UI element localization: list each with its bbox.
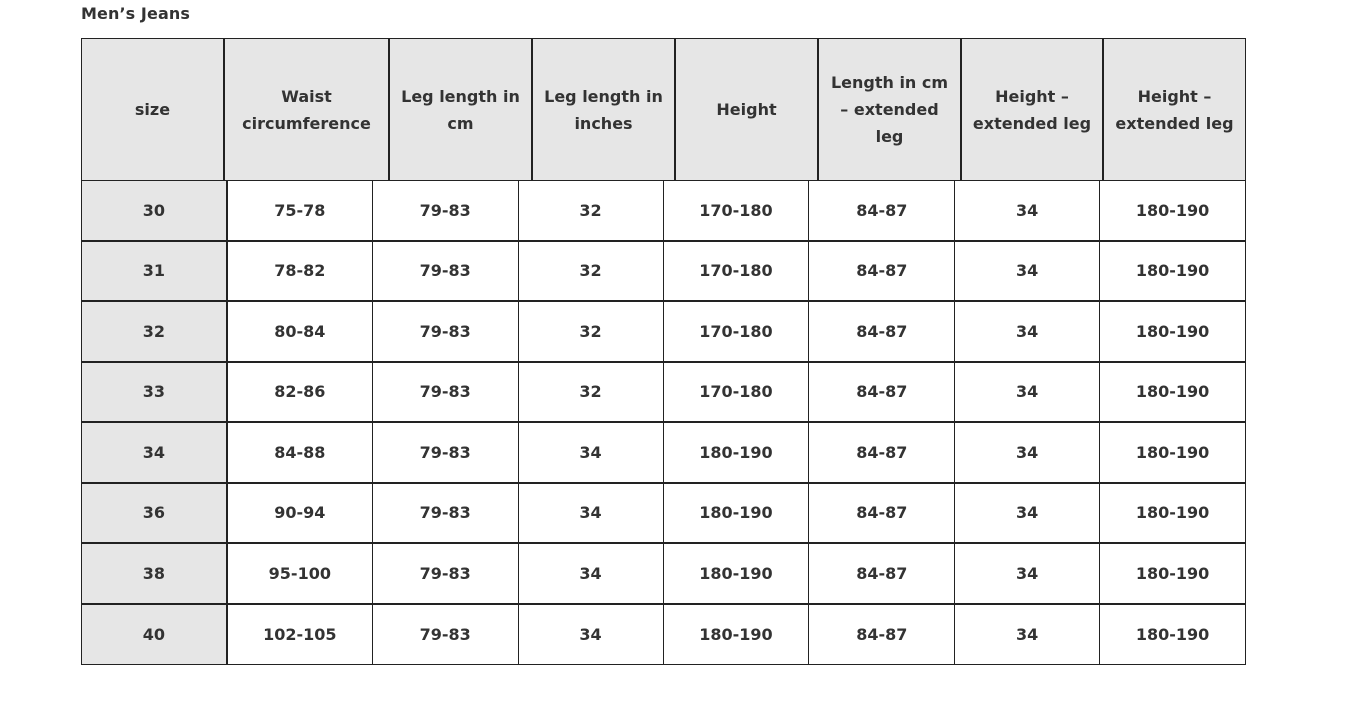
table-row bbox=[81, 423, 1246, 484]
height-extended-cell-2: 180-190 bbox=[1100, 181, 1246, 242]
table-body bbox=[81, 181, 1246, 665]
height-extended-cell: 34 bbox=[955, 484, 1100, 545]
size-chart-table bbox=[81, 38, 1246, 665]
waist-cell: 82-86 bbox=[228, 363, 373, 424]
height-extended-cell-2: 180-190 bbox=[1100, 544, 1246, 605]
leg-inches-cell: 32 bbox=[519, 181, 664, 242]
height-extended-cell-2: 180-190 bbox=[1100, 363, 1246, 424]
length-extended-cell: 84-87 bbox=[809, 484, 955, 545]
length-extended-cell: 84-87 bbox=[809, 181, 955, 242]
height-extended-cell: 34 bbox=[955, 181, 1100, 242]
height-extended-cell-2: 180-190 bbox=[1100, 302, 1246, 363]
height-extended-cell-2: 180-190 bbox=[1100, 242, 1246, 303]
height-cell: 180-190 bbox=[664, 605, 810, 666]
size-cell: 33 bbox=[82, 363, 228, 424]
table-row bbox=[81, 302, 1246, 363]
length-extended-cell: 84-87 bbox=[809, 544, 955, 605]
header-size: size bbox=[82, 39, 225, 181]
leg-cm-cell: 79-83 bbox=[373, 544, 519, 605]
height-extended-cell-2: 180-190 bbox=[1100, 605, 1246, 666]
size-cell: 34 bbox=[82, 423, 228, 484]
leg-cm-cell: 79-83 bbox=[373, 302, 519, 363]
height-extended-cell: 34 bbox=[955, 302, 1100, 363]
leg-cm-cell: 79-83 bbox=[373, 363, 519, 424]
leg-cm-cell: 79-83 bbox=[373, 242, 519, 303]
leg-inches-cell: 34 bbox=[519, 423, 664, 484]
length-extended-cell: 84-87 bbox=[809, 605, 955, 666]
leg-inches-cell: 32 bbox=[519, 363, 664, 424]
leg-inches-cell: 32 bbox=[519, 242, 664, 303]
size-cell: 40 bbox=[82, 605, 228, 666]
table-header-row bbox=[81, 38, 1246, 181]
header-waist-circumference: Waist circumference bbox=[225, 39, 390, 181]
header-length-cm-extended-leg: Length in cm – extended leg bbox=[819, 39, 962, 181]
length-extended-cell: 84-87 bbox=[809, 363, 955, 424]
height-extended-cell: 34 bbox=[955, 544, 1100, 605]
height-cell: 170-180 bbox=[664, 242, 810, 303]
leg-cm-cell: 79-83 bbox=[373, 181, 519, 242]
waist-cell: 84-88 bbox=[228, 423, 373, 484]
leg-inches-cell: 32 bbox=[519, 302, 664, 363]
height-cell: 170-180 bbox=[664, 363, 810, 424]
height-cell: 180-190 bbox=[664, 484, 810, 545]
table-row bbox=[81, 484, 1246, 545]
height-extended-cell: 34 bbox=[955, 423, 1100, 484]
height-cell: 180-190 bbox=[664, 544, 810, 605]
leg-inches-cell: 34 bbox=[519, 484, 664, 545]
waist-cell: 80-84 bbox=[228, 302, 373, 363]
table-row bbox=[81, 605, 1246, 666]
size-cell: 32 bbox=[82, 302, 228, 363]
size-cell: 31 bbox=[82, 242, 228, 303]
waist-cell: 102-105 bbox=[228, 605, 373, 666]
height-cell: 170-180 bbox=[664, 302, 810, 363]
table-row bbox=[81, 544, 1246, 605]
leg-cm-cell: 79-83 bbox=[373, 423, 519, 484]
height-extended-cell: 34 bbox=[955, 242, 1100, 303]
header-height-extended-leg: Height – extended leg bbox=[962, 39, 1104, 181]
height-cell: 170-180 bbox=[664, 181, 810, 242]
header-height: Height bbox=[676, 39, 819, 181]
table-row bbox=[81, 242, 1246, 303]
header-height-extended-leg-2: Height – extended leg bbox=[1104, 39, 1246, 181]
height-extended-cell-2: 180-190 bbox=[1100, 484, 1246, 545]
waist-cell: 78-82 bbox=[228, 242, 373, 303]
leg-cm-cell: 79-83 bbox=[373, 605, 519, 666]
height-cell: 180-190 bbox=[664, 423, 810, 484]
height-extended-cell: 34 bbox=[955, 605, 1100, 666]
leg-cm-cell: 79-83 bbox=[373, 484, 519, 545]
page-title: Men’s Jeans bbox=[81, 4, 190, 23]
length-extended-cell: 84-87 bbox=[809, 242, 955, 303]
length-extended-cell: 84-87 bbox=[809, 302, 955, 363]
table-row bbox=[81, 363, 1246, 424]
waist-cell: 75-78 bbox=[228, 181, 373, 242]
header-leg-length-inches: Leg length in inches bbox=[533, 39, 676, 181]
length-extended-cell: 84-87 bbox=[809, 423, 955, 484]
height-extended-cell-2: 180-190 bbox=[1100, 423, 1246, 484]
leg-inches-cell: 34 bbox=[519, 544, 664, 605]
table-row bbox=[81, 181, 1246, 242]
size-cell: 30 bbox=[82, 181, 228, 242]
size-cell: 36 bbox=[82, 484, 228, 545]
height-extended-cell: 34 bbox=[955, 363, 1100, 424]
waist-cell: 95-100 bbox=[228, 544, 373, 605]
waist-cell: 90-94 bbox=[228, 484, 373, 545]
header-leg-length-cm: Leg length in cm bbox=[390, 39, 533, 181]
leg-inches-cell: 34 bbox=[519, 605, 664, 666]
size-cell: 38 bbox=[82, 544, 228, 605]
